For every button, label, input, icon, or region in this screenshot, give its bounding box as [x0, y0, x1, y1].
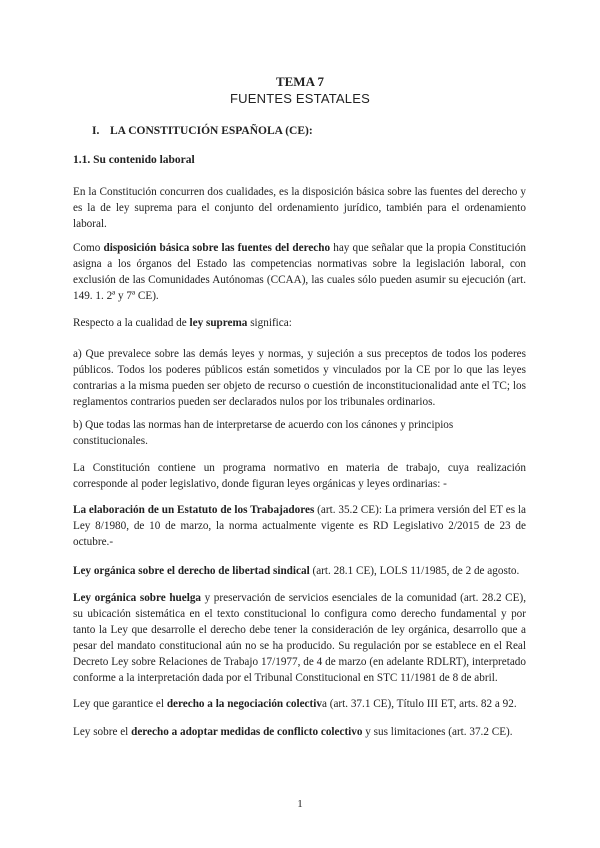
paragraph-3-text-a: Respecto a la cualidad de — [73, 317, 190, 329]
paragraph-4: a) Que prevalece sobre las demás leyes y normas, y sujeción a sus preceptos de todos los poderes públicos. Todos los poderes públicos están sometidos y vinculados por la CE por lo que las leyes contrarias a la misma pueden ser objeto de recurso o cuestión de inconstitucionalidad ante el TC; los reglamentos contrarios pueden ser declarados nulos por los tribunales ordinarios. — [73, 348, 526, 408]
paragraph-1: En la Constitución concurren dos cualidades, es la disposición básica sobre las fuentes del derecho y es la de ley suprema para el conjunto del ordenamiento jurídico, también para el ordenamiento laboral. — [73, 186, 526, 230]
page-title: TEMA 7 — [275, 74, 325, 89]
paragraph-2-text-c: hay que señalar que la propia Constitución asigna a los órganos del Estado las competencias normativas sobre la legislación laboral, con exclusión de las Comunidades Autónomas (CCAA), las cuales sólo pueden asumir su ejecución (art. 149. 1. 2ª y 7ª CE). — [73, 242, 526, 302]
section-number: I. — [92, 125, 100, 137]
page-number: 1 — [297, 798, 303, 810]
paragraph-3-text-c: significa: — [247, 317, 292, 329]
paragraph-2-bold: disposición básica sobre las fuentes del derecho — [103, 242, 331, 254]
paragraph-7-text: (art. 35.2 CE): La primera versión del ET es la Ley 8/1980, de 10 de marzo, la norma actualmente vigente es RD Legislativo 2/2015 de 23 de octubre.- — [73, 504, 526, 548]
paragraph-8 — [73, 563, 526, 579]
paragraph-11 — [73, 724, 526, 740]
paragraph-7 — [73, 502, 526, 550]
paragraph-5: b) Que todas las normas han de interpretarse de acuerdo con los cánones y principios constitucionales. — [73, 419, 454, 447]
paragraph-2-text-a: Como — [73, 242, 104, 254]
paragraph-2 — [73, 240, 526, 304]
paragraph-9 — [73, 590, 526, 686]
paragraph-11-text-c: y sus limitaciones (art. 37.2 CE). — [362, 726, 513, 738]
paragraph-6: La Constitución contiene un programa normativo en materia de trabajo, cuya realización corresponde al poder legislativo, donde figuran leyes orgánicas y leyes ordinarias: - — [73, 462, 526, 490]
subsection-heading: 1.1. Su contenido laboral — [73, 154, 195, 166]
paragraph-10-bold: derecho a la negociación colectiv — [166, 698, 322, 710]
section-title: LA CONSTITUCIÓN ESPAÑOLA (CE): — [110, 125, 313, 137]
section-heading — [92, 125, 313, 137]
paragraph-10-text-a: Ley que garantice el — [73, 698, 167, 710]
paragraph-9-text: y preservación de servicios esenciales de la comunidad (art. 28.2 CE), su ubicación sistemática en el texto constitucional lo configura como derecho fundamental y por tanto la Ley que desarrolle el derecho debe tener la consideración de ley orgánica, desarrollo que a pesar del mandato constitucional aún no se ha producido. Su regulación por se establece en el Real Decreto Ley sobre Relaciones de Trabajo 17/1977, de 4 de marzo (en adelante RDLRT), interpretado conforme a la interpretación dada por el Tribunal Constitucional en STC 11/1981 de 8 de abril. — [73, 592, 526, 684]
page-subtitle: FUENTES ESTATALES — [230, 91, 370, 106]
paragraph-8-bold: Ley orgánica sobre el derecho de libertad sindical — [73, 565, 310, 577]
paragraph-10 — [73, 696, 526, 712]
paragraph-3 — [73, 315, 526, 331]
paragraph-11-bold: derecho a adoptar medidas de conflicto colectivo — [131, 726, 363, 738]
paragraph-8-text: (art. 28.1 CE), LOLS 11/1985, de 2 de agosto. — [309, 565, 520, 577]
paragraph-11-text-a: Ley sobre el — [73, 726, 132, 738]
paragraph-7-bold: La elaboración de un Estatuto de los Trabajadores — [73, 504, 315, 516]
paragraph-3-bold: ley suprema — [189, 317, 248, 329]
paragraph-10-text-c: a (art. 37.1 CE), Título III ET, arts. 82 a 92. — [321, 698, 517, 710]
paragraph-9-bold: Ley orgánica sobre huelga — [73, 592, 202, 604]
